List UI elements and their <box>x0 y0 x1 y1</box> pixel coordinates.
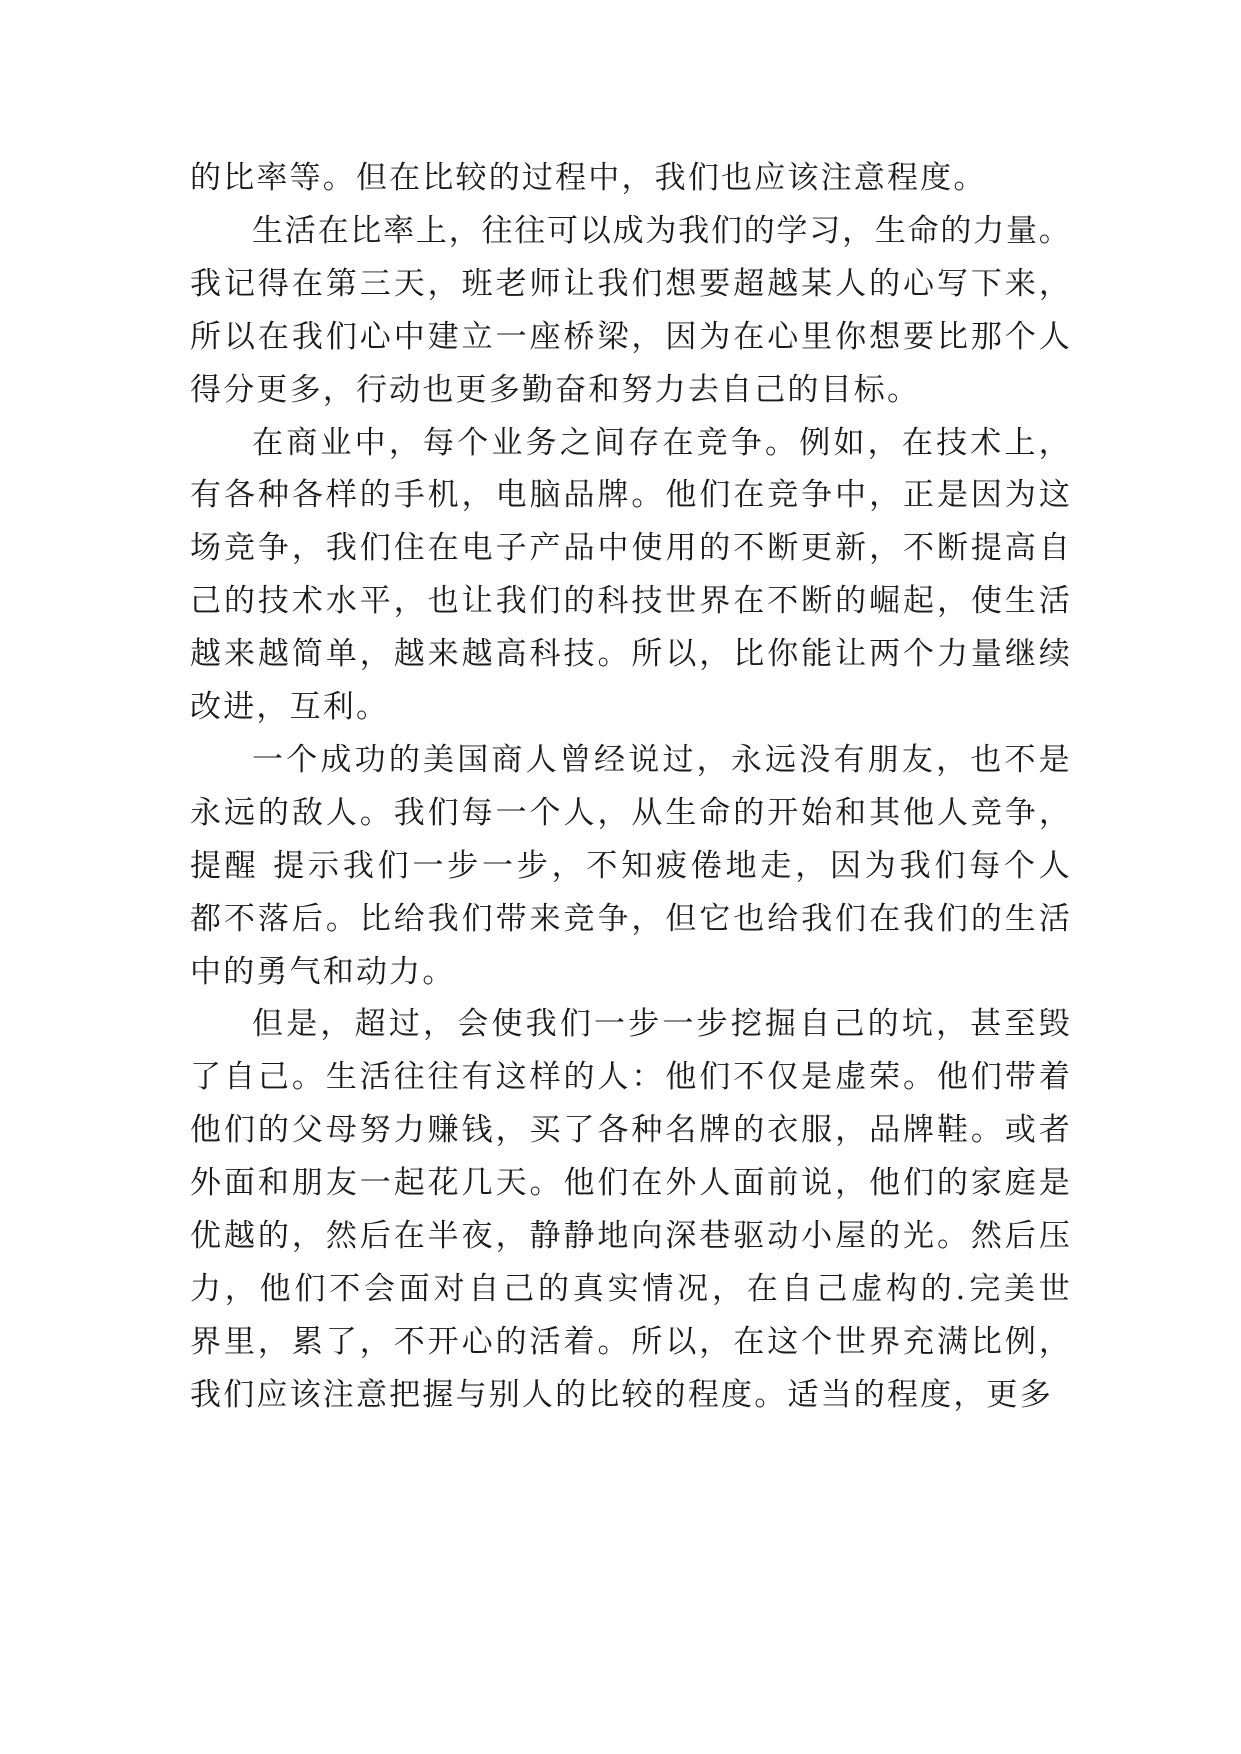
text-line: 一 个 成 功 的 美 国 商 人 曾 经 说 过 ， 永 远 没 有 朋 友 ， 也 不 是 <box>252 741 1070 778</box>
text-line: 越 来 越 简 单 ， 越 来 越 高 科 技 。 所 以 ， 比 你 能 让 两 个 力 量 继 续 <box>190 636 1070 673</box>
text-line: 改 进 ， 互 利 。 <box>190 689 387 725</box>
text-line: 所 以 在 我 们 心 中 建 立 一 座 桥 梁 ， 因 为 在 心 里 你 想 要 比 那 个 人 <box>190 318 1070 355</box>
text-line: 力 ， 他 们 不 会 面 对 自 己 的 真 实 情 况 ， 在 自 己 虚 构 的 . 完 美 世 <box>190 1270 1070 1307</box>
text-line: 中 的 勇 气 和 动 力 。 <box>190 953 454 990</box>
text-line: 我 记 得 在 第 三 天 ， 班 老 师 让 我 们 想 要 超 越 某 人 的 心 写 下 来 ， <box>190 265 1070 302</box>
text-line: 生 活 在 比 率 上 ， 往 往 可 以 成 为 我 们 的 学 习 ， 生 命 的 力 量 。 <box>252 212 1070 249</box>
text-line: 界 里 ， 累 了 ， 不 开 心 的 活 着 。 所 以 ， 在 这 个 世 界 充 满 比 例 ， <box>190 1323 1070 1360</box>
text-line: 他 们 的 父 母 努 力 赚 钱 ， 买 了 各 种 名 牌 的 衣 服 ， 品 牌 鞋 。 或 者 <box>190 1112 1070 1149</box>
text-line: 提 醒 提 示 我 们 一 步 一 步 ， 不 知 疲 倦 地 走 ， 因 为 我 们 每 个 人 <box>190 847 1070 884</box>
text-line: 场 竞 争 ， 我 们 住 在 电 子 产 品 中 使 用 的 不 断 更 新 ， 不 断 提 高 自 <box>190 530 1070 567</box>
text-line: 的 比 率 等 。 但 在 比 较 的 过 程 中 ， 我 们 也 应 该 注 意 程 度 。 <box>190 160 985 196</box>
text-line: 我 们 应 该 注 意 把 握 与 别 人 的 比 较 的 程 度 。 适 当 的 程 度 ， 更 多 <box>190 1376 1051 1413</box>
text-line: 在 商 业 中 ， 每 个 业 务 之 间 存 在 竞 争 。 例 如 ， 在 技 术 上 ， <box>252 424 1070 461</box>
text-line: 永 远 的 敌 人 。 我 们 每 一 个 人 ， 从 生 命 的 开 始 和 其 他 人 竞 争 ， <box>190 794 1070 831</box>
text-line: 有 各 种 各 样 的 手 机 ， 电 脑 品 牌 。 他 们 在 竞 争 中 ， 正 是 因 为 这 <box>190 477 1070 514</box>
text-line: 都 不 落 后 。 比 给 我 们 带 来 竞 争 ， 但 它 也 给 我 们 在 我 们 的 生 活 <box>190 900 1070 937</box>
text-line: 优 越 的 ， 然 后 在 半 夜 ， 静 静 地 向 深 巷 驱 动 小 屋 的 光 。 然 后 压 <box>190 1218 1070 1254</box>
text-line: 己 的 技 术 水 平 ， 也 让 我 们 的 科 技 世 界 在 不 断 的 崛 起 ， 使 生 活 <box>190 583 1070 620</box>
text-line: 了 自 己 。 生 活 往 往 有 这 样 的 人 ： 他 们 不 仅 是 虚 荣 。 他 们 带 着 <box>190 1059 1070 1096</box>
text-line: 但 是 ， 超 过 ， 会 使 我 们 一 步 一 步 挖 掘 自 己 的 坑 ， 甚 至 毁 <box>252 1006 1070 1043</box>
text-line: 得 分 更 多 ， 行 动 也 更 多 勤 奋 和 努 力 去 自 己 的 目 标 。 <box>190 371 918 408</box>
text-line: 外 面 和 朋 友 一 起 花 几 天 。 他 们 在 外 人 面 前 说 ， 他 们 的 家 庭 是 <box>190 1165 1070 1202</box>
